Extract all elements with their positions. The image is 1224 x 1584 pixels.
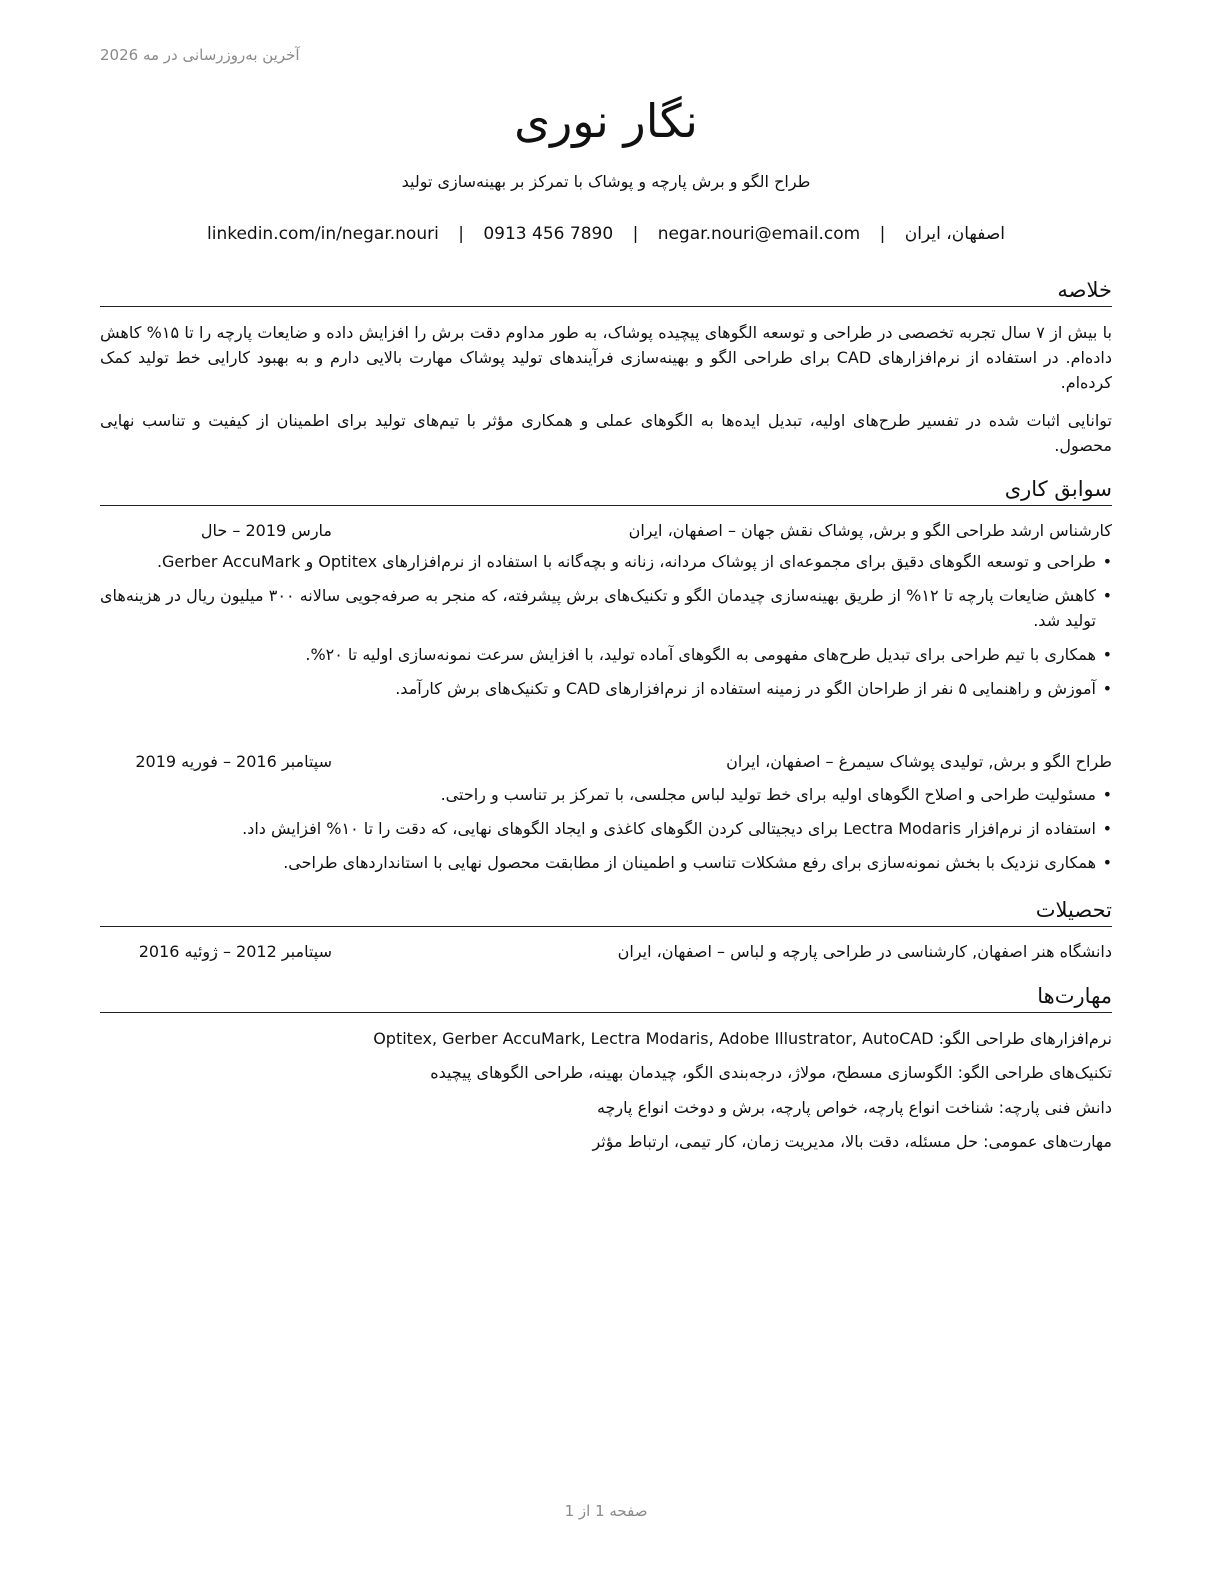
summary-paragraph: توانایی اثبات شده در تفسیر طرح‌های اولیه، تبدیل ایده‌ها به الگوهای عملی و همکاری مؤثر با تیم‌های تولید برای اطمینان از کیفیت و تناسب نهایی محصول. [100,411,1112,455]
job-role: کارشناس ارشد طراحی الگو و برش, پوشاک نقش جهان – اصفهان، ایران [628,521,1112,540]
education-entry [100,940,1112,964]
section-title-experience: سوابق کاری [100,475,1112,506]
job-role: طراح الگو و برش, تولیدی پوشاک سیمرغ – اصفهان، ایران [726,752,1112,771]
contact-separator: | [879,224,886,244]
contact-email[interactable]: negar.nouri@email.com [657,224,861,244]
section-title-summary: خلاصه [100,276,1112,307]
section-title-skills: مهارت‌ها [100,982,1112,1013]
list-item: • آموزش و راهنمایی ۵ نفر از طراحان الگو در زمینه استفاده از نرم‌افزارهای CAD و تکنیک‌های برش کارآمد. [100,676,1112,701]
education-dates: سپتامبر 2012 – ژوئیه 2016 [138,942,332,961]
list-item: • همکاری نزدیک با بخش نمونه‌سازی برای رفع مشکلات تناسب و اطمینان از مطابقت محصول نهایی با استانداردهای طراحی. [100,850,1112,875]
candidate-name: نگار نوری [514,94,698,148]
contact-phone[interactable]: 0913 456 7890 [483,224,614,244]
list-item: • همکاری با تیم طراحی برای تبدیل طرح‌های مفهومی به الگوهای آماده تولید، با افزایش سرعت نمونه‌سازی اولیه تا ۲۰%. [100,642,1112,667]
job-bullets [100,782,1112,884]
resume-page [100,0,1112,1584]
contact-separator: | [458,224,464,244]
list-item: • مسئولیت طراحی و اصلاح الگوهای اولیه برای خط تولید لباس مجلسی، با تمرکز بر تناسب و راحتی. [100,782,1112,807]
contact-location: اصفهان، ایران [904,224,1005,244]
page-number: صفحه 1 از 1 [564,1502,648,1520]
skill-line: مهارت‌های عمومی: حل مسئله، دقت بالا، مدیریت زمان، کار تیمی، ارتباط مؤثر [592,1132,1112,1151]
job-header [100,519,1112,543]
list-item: • کاهش ضایعات پارچه تا ۱۲% از طریق بهینه‌سازی چیدمان الگو و تکنیک‌های برش پیشرفته، که منجر به صرفه‌جویی سالانه ۳۰۰ میلیون ریال در هزینه‌های تولید شد. [100,583,1112,633]
job-header [100,750,1112,774]
job-bullets [100,549,1112,710]
last-updated-note: آخرین به‌روزرسانی در مه 2026 [100,46,300,64]
skill-line: نرم‌افزارهای طراحی الگو: Optitex, Gerber AccuMark, Lectra Modaris, Adobe Illustrator, AutoCAD [373,1029,1112,1048]
professional-tagline: طراح الگو و برش پارچه و پوشاک با تمرکز بر بهینه‌سازی تولید [401,172,811,191]
skill-line: تکنیک‌های طراحی الگو: الگوسازی مسطح، مولاژ، درجه‌بندی الگو، چیدمان بهینه، طراحی الگوهای پیچیده [430,1063,1112,1082]
skill-line: دانش فنی پارچه: شناخت انواع پارچه، خواص پارچه، برش و دوخت انواع پارچه [596,1098,1112,1117]
contact-line [100,224,1112,244]
list-item: • استفاده از نرم‌افزار Lectra Modaris برای دیجیتالی کردن الگوهای کاغذی و ایجاد الگوهای نهایی، که دقت را تا ۱۰% افزایش داد. [100,816,1112,841]
education-institution: دانشگاه هنر اصفهان, کارشناسی در طراحی پارچه و لباس – اصفهان، ایران [617,942,1112,961]
list-item: • طراحی و توسعه الگوهای دقیق برای مجموعه‌ای از پوشاک مردانه، زنانه و بچه‌گانه با استفاده از نرم‌افزارهای Optitex و Gerber AccuMark. [100,549,1112,574]
section-title-education: تحصیلات [100,896,1112,927]
job-dates: سپتامبر 2016 – فوریه 2019 [135,752,332,771]
contact-linkedin[interactable]: linkedin.com/in/negar.nouri [207,224,439,244]
contact-separator: | [632,224,639,244]
job-dates: مارس 2019 – حال [200,521,332,540]
summary-paragraph: با بیش از ۷ سال تجربه تخصصی در طراحی و توسعه الگوهای پیچیده پوشاک، به طور مداوم دقت برش را افزایش داده و ضایعات پارچه را تا ۱۵% کاهش داده‌ام. در استفاده از نرم‌افزارهای CAD برای طراحی الگو و بهینه‌سازی فرآیندهای تولید پوشاک مهارت بالایی دارم و به بهبود کارایی خط تولید کمک کرده‌ام. [100,323,1113,392]
